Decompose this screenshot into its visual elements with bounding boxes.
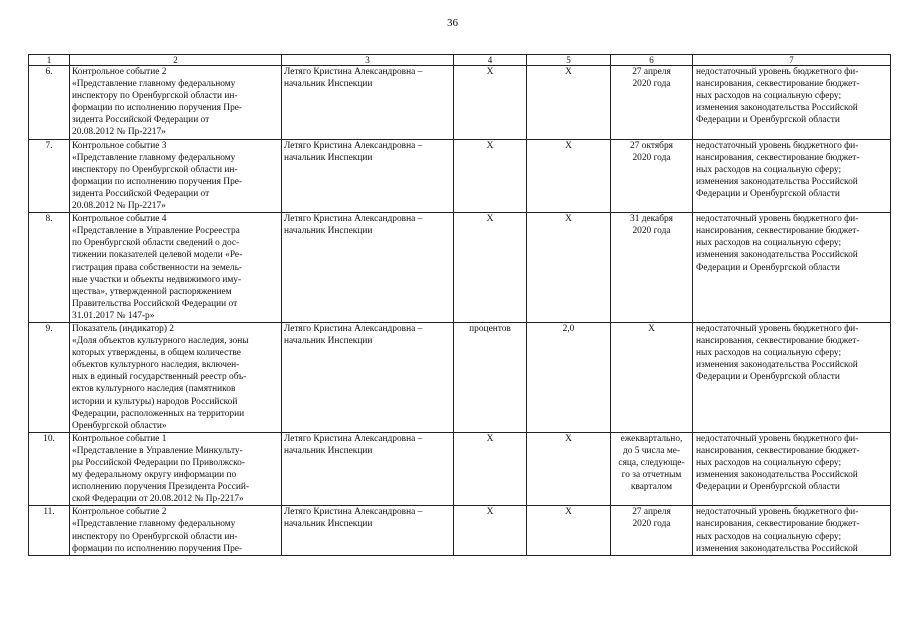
column-header-2: 2 — [70, 55, 282, 66]
risks-cell: недостаточный уровень бюджетного фи- нансирования, секвестирование бюджет- ных расходов на социальную сферу; изменения законодательства Российской Федерации и Оренбургской области — [693, 432, 891, 506]
table-row — [29, 506, 891, 555]
row-number: 7. — [29, 139, 70, 213]
deadline-cell: 27 апреля 2020 года — [611, 506, 693, 555]
deadline-cell: 27 октября 2020 года — [611, 139, 693, 213]
risks-cell: недостаточный уровень бюджетного фи- нансирования, секвестирование бюджет- ных расходов на социальную сферу; изменения законодательства Российской — [693, 506, 891, 555]
table-header-row — [29, 55, 891, 66]
table-row — [29, 139, 891, 213]
value-cell: Х — [527, 139, 611, 213]
deadline-cell: 27 апреля 2020 года — [611, 66, 693, 140]
unit-cell: Х — [454, 213, 527, 323]
table-row — [29, 66, 891, 140]
unit-cell: Х — [454, 506, 527, 555]
deadline-cell: 31 декабря 2020 года — [611, 213, 693, 323]
event-description: Контрольное событие 1 «Представление в Управление Минкульту- ры Российской Федерации по Приволжско- му федеральному округу информации по исполнению поручения Президента Россий- ской Федерации от 20.08.2012 № Пр-2217» — [70, 432, 282, 506]
responsible-person: Летяго Кристина Александровна – начальник Инспекции — [282, 66, 454, 140]
risks-cell: недостаточный уровень бюджетного фи- нансирования, секвестирование бюджет- ных расходов на социальную сферу; изменения законодательства Российской Федерации и Оренбургской области — [693, 66, 891, 140]
responsible-person: Летяго Кристина Александровна – начальник Инспекции — [282, 432, 454, 506]
row-number: 10. — [29, 432, 70, 506]
responsible-person: Летяго Кристина Александровна – начальник Инспекции — [282, 213, 454, 323]
table-row — [29, 432, 891, 506]
unit-cell: Х — [454, 139, 527, 213]
risks-cell: недостаточный уровень бюджетного фи- нансирования, секвестирование бюджет- ных расходов на социальную сферу; изменения законодательства Российской Федерации и Оренбургской области — [693, 139, 891, 213]
column-header-1: 1 — [29, 55, 70, 66]
event-description: Контрольное событие 3 «Представление главному федеральному инспектору по Оренбургской области ин- формации по исполнению поручения Пре- зидента Российской Федерации от 20.08.2012 № Пр-2217» — [70, 139, 282, 213]
unit-cell: Х — [454, 432, 527, 506]
row-number: 8. — [29, 213, 70, 323]
page-number: 36 — [447, 17, 458, 29]
column-header-6: 6 — [611, 55, 693, 66]
deadline-cell: ежеквартально, до 5 числа ме- сяца, следующе- го за отчетным кварталом — [611, 432, 693, 506]
unit-cell: Х — [454, 66, 527, 140]
risks-cell: недостаточный уровень бюджетного фи- нансирования, секвестирование бюджет- ных расходов на социальную сферу; изменения законодательства Российской Федерации и Оренбургской области — [693, 322, 891, 432]
value-cell: Х — [527, 506, 611, 555]
control-events-table — [28, 54, 891, 556]
event-description: Контрольное событие 4 «Представление в Управление Росреестра по Оренбургской области сведений о дос- тижении показателей целевой модели «Ре- гистрация права собственности на земель- ные участки и объекты недвижимого иму- щества», утвержденной распоряжением Правительства Российской Федерации от 31.01.2017 № 147-р» — [70, 213, 282, 323]
responsible-person: Летяго Кристина Александровна – начальник Инспекции — [282, 139, 454, 213]
value-cell: 2,0 — [527, 322, 611, 432]
table-row — [29, 213, 891, 323]
row-number: 9. — [29, 322, 70, 432]
column-header-4: 4 — [454, 55, 527, 66]
value-cell: Х — [527, 66, 611, 140]
deadline-cell: Х — [611, 322, 693, 432]
responsible-person: Летяго Кристина Александровна – начальник Инспекции — [282, 506, 454, 555]
value-cell: Х — [527, 432, 611, 506]
responsible-person: Летяго Кристина Александровна – начальник Инспекции — [282, 322, 454, 432]
unit-cell: процентов — [454, 322, 527, 432]
table-row — [29, 322, 891, 432]
column-header-5: 5 — [527, 55, 611, 66]
event-description: Показатель (индикатор) 2 «Доля объектов культурного наследия, зоны которых утверждены, в общем количестве объектов культурного наследия, включен- ных в единый государственный реестр объ- ектов культурного наследия (памятников истории и культуры) народов Российской Федерации, расположенных на территории Оренбургской области» — [70, 322, 282, 432]
event-description: Контрольное событие 2 «Представление главному федеральному инспектору по Оренбургской области ин- формации по исполнению поручения Пре- зидента Российской Федерации от 20.08.2012 № Пр-2217» — [70, 66, 282, 140]
column-header-7: 7 — [693, 55, 891, 66]
value-cell: Х — [527, 213, 611, 323]
row-number: 6. — [29, 66, 70, 140]
risks-cell: недостаточный уровень бюджетного фи- нансирования, секвестирование бюджет- ных расходов на социальную сферу; изменения законодательства Российской Федерации и Оренбургской области — [693, 213, 891, 323]
column-header-3: 3 — [282, 55, 454, 66]
row-number: 11. — [29, 506, 70, 555]
event-description: Контрольное событие 2 «Представление главному федеральному инспектору по Оренбургской области ин- формации по исполнению поручения Пре- — [70, 506, 282, 555]
